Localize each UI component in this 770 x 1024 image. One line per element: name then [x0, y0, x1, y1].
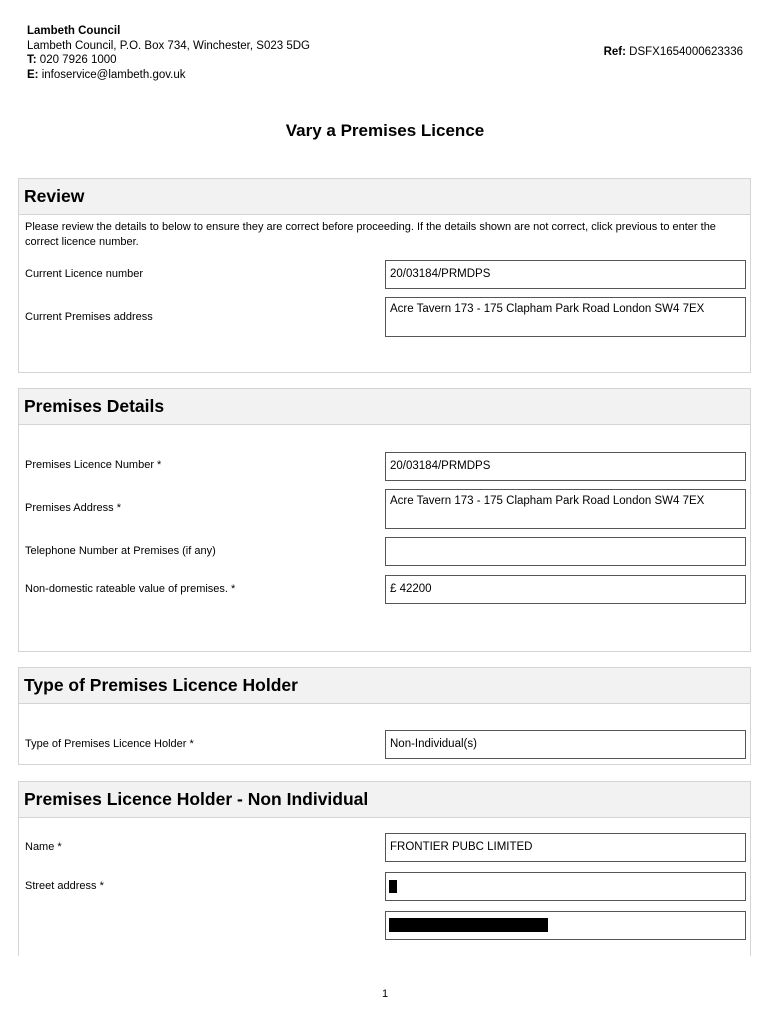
- premises-details-heading: Premises Details: [19, 389, 750, 425]
- rateable-value-label: Non-domestic rateable value of premises. *: [25, 583, 236, 595]
- email-label: E:: [27, 68, 39, 81]
- premises-licence-number-label: Premises Licence Number *: [25, 459, 162, 471]
- street-address-field-2[interactable]: [385, 911, 746, 940]
- redaction-mark: [389, 918, 548, 932]
- page-number: 1: [381, 988, 389, 1000]
- holder-section: [18, 781, 751, 956]
- street-address-field-1[interactable]: [385, 872, 746, 901]
- review-intro: Please review the details to below to ensure they are correct before proceeding. If the details shown are not correct, click previous to enter the correct licence number.: [25, 221, 716, 248]
- current-licence-label: Current Licence number: [25, 268, 144, 280]
- premises-licence-number-field[interactable]: 20/03184/PRMDPS: [385, 452, 746, 481]
- email-address: infoservice@lambeth.gov.uk: [41, 68, 186, 81]
- page-title: Vary a Premises Licence: [285, 121, 485, 140]
- phone-number: 020 7926 1000: [39, 54, 117, 66]
- premises-details-section: [18, 388, 751, 652]
- current-address-field[interactable]: Acre Tavern 173 - 175 Clapham Park Road London SW4 7EX: [385, 297, 746, 337]
- review-heading: Review: [19, 179, 750, 215]
- ref-label: Ref:: [603, 46, 626, 58]
- council-email: [27, 68, 310, 83]
- holder-type-field[interactable]: Non-Individual(s): [385, 730, 746, 759]
- holder-name-field[interactable]: FRONTIER PUBC LIMITED: [385, 833, 746, 862]
- council-name: Lambeth Council: [27, 25, 121, 37]
- redaction-mark: [389, 880, 397, 893]
- premises-phone-label: Telephone Number at Premises (if any): [25, 545, 216, 557]
- council-address: Lambeth Council, P.O. Box 734, Winchester, S023 5DG: [27, 39, 310, 52]
- premises-address-field[interactable]: Acre Tavern 173 - 175 Clapham Park Road London SW4 7EX: [385, 489, 746, 529]
- street-address-label: Street address *: [25, 880, 104, 892]
- review-section: [18, 178, 751, 373]
- holder-type-label: Type of Premises Licence Holder *: [25, 738, 194, 750]
- ref-number: DSFX1654000623336: [629, 46, 743, 58]
- holder-name-label: Name *: [25, 841, 62, 853]
- premises-address-label: Premises Address *: [25, 502, 121, 514]
- current-licence-field[interactable]: 20/03184/PRMDPS: [385, 260, 746, 289]
- holder-type-heading: Type of Premises Licence Holder: [19, 668, 750, 704]
- current-address-label: Current Premises address: [25, 311, 153, 323]
- premises-phone-field[interactable]: [385, 537, 746, 566]
- council-phone: [27, 53, 310, 68]
- holder-type-section: [18, 667, 751, 765]
- reference: [604, 46, 743, 58]
- rateable-value-field[interactable]: £ 42200: [385, 575, 746, 604]
- holder-heading: Premises Licence Holder - Non Individual: [19, 782, 750, 818]
- phone-label: T:: [27, 54, 37, 66]
- council-header: [27, 24, 310, 82]
